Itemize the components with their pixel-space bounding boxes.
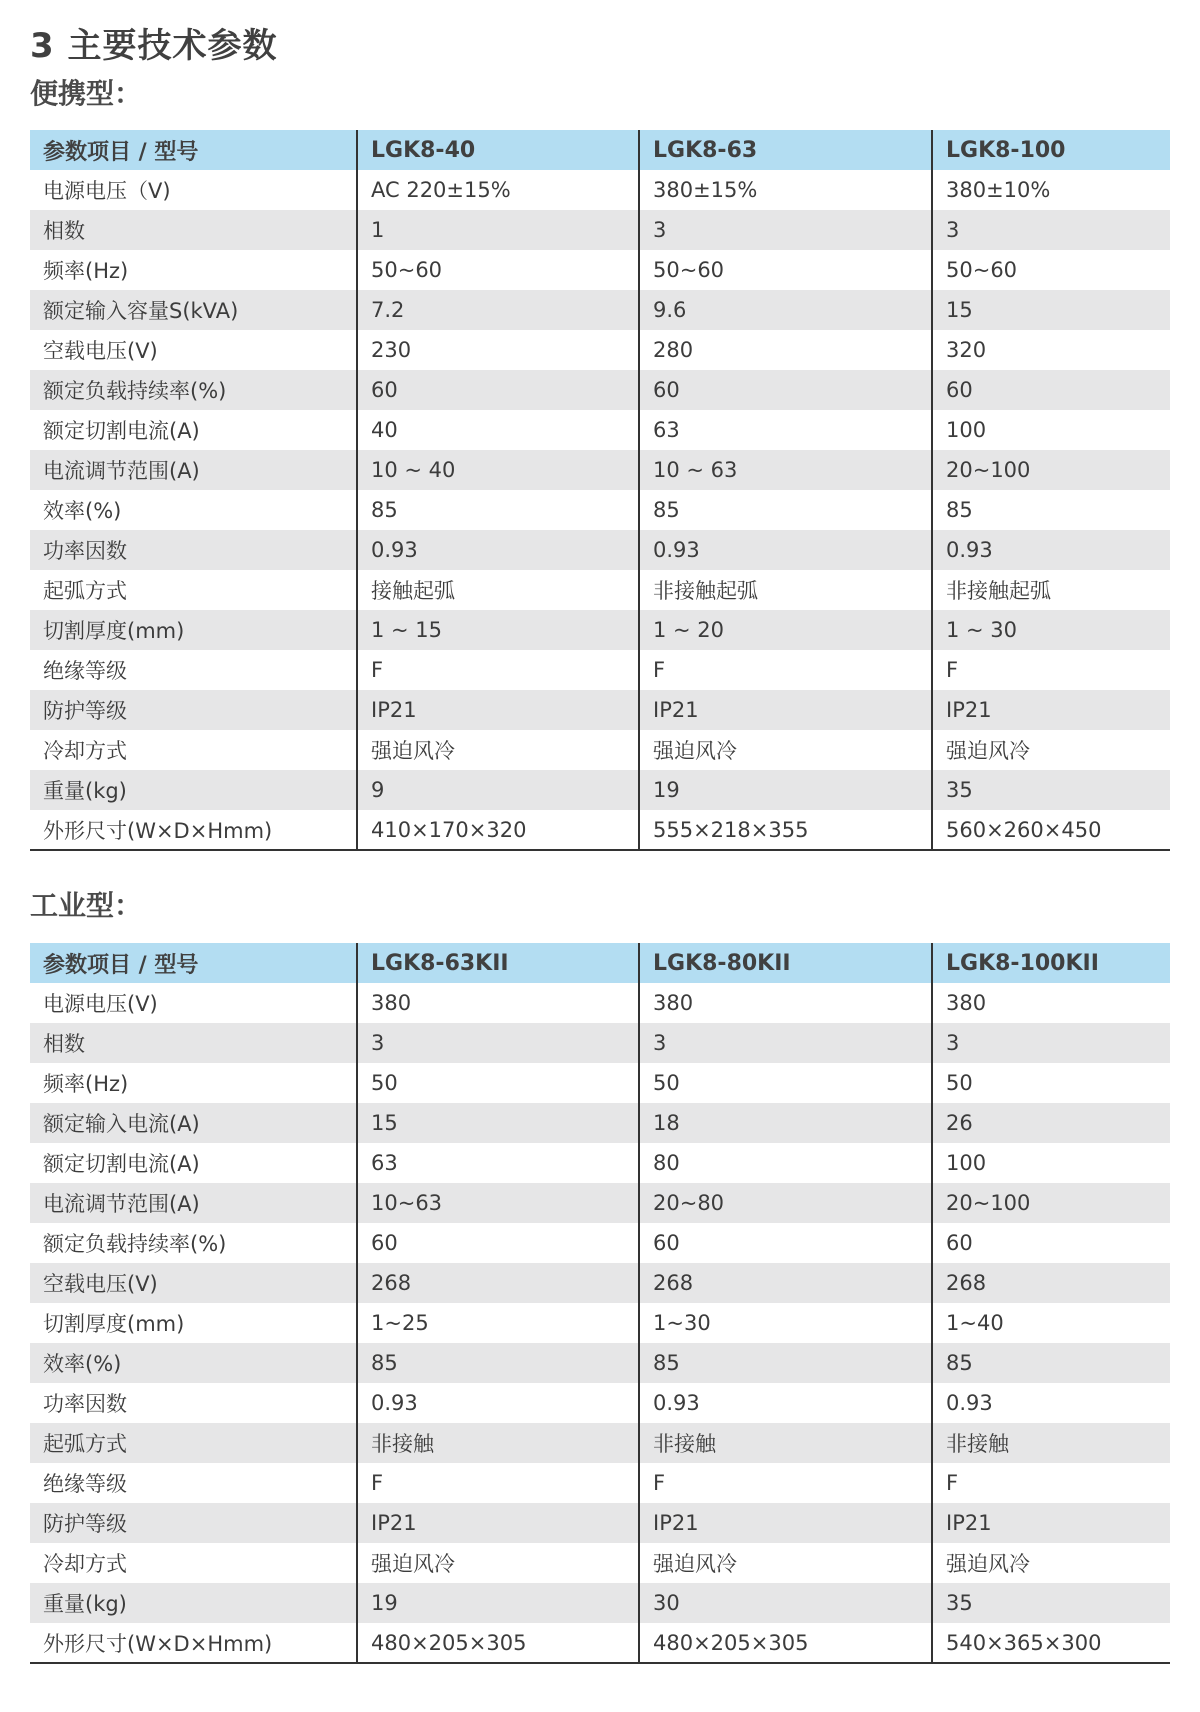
- table-row: [30, 570, 1170, 610]
- value-cell: 强迫风冷: [357, 1543, 639, 1583]
- table-row: [30, 730, 1170, 770]
- value-cell: 480×205×305: [639, 1623, 932, 1663]
- value-cell: 380±10%: [932, 170, 1170, 210]
- table-row: [30, 490, 1170, 530]
- value-cell: 268: [639, 1263, 932, 1303]
- value-cell: 320: [932, 330, 1170, 370]
- page-title: 3 主要技术参数: [30, 26, 278, 66]
- param-label-cell: 相数: [30, 210, 357, 250]
- value-cell: 50: [932, 1063, 1170, 1103]
- param-label-cell: 起弧方式: [30, 570, 357, 610]
- param-label-cell: 防护等级: [30, 1503, 357, 1543]
- header-model-name: LGK8-63KII: [357, 943, 639, 983]
- param-label-cell: 效率(%): [30, 490, 357, 530]
- table-row: [30, 370, 1170, 410]
- param-label-cell: 功率因数: [30, 530, 357, 570]
- value-cell: 268: [932, 1263, 1170, 1303]
- value-cell: 0.93: [357, 1383, 639, 1423]
- value-cell: 63: [639, 410, 932, 450]
- header-model-name: LGK8-100KII: [932, 943, 1170, 983]
- table-row: [30, 410, 1170, 450]
- table-row: [30, 210, 1170, 250]
- value-cell: 60: [357, 370, 639, 410]
- value-cell: 1: [357, 210, 639, 250]
- value-cell: 强迫风冷: [932, 1543, 1170, 1583]
- param-label-cell: 绝缘等级: [30, 1463, 357, 1503]
- value-cell: 230: [357, 330, 639, 370]
- value-cell: 20~100: [932, 1183, 1170, 1223]
- table-row: [30, 1503, 1170, 1543]
- value-cell: 0.93: [357, 530, 639, 570]
- header-model-name: LGK8-63: [639, 130, 932, 170]
- value-cell: IP21: [932, 690, 1170, 730]
- value-cell: 60: [932, 370, 1170, 410]
- header-model-name: LGK8-40: [357, 130, 639, 170]
- param-label-cell: 冷却方式: [30, 1543, 357, 1583]
- table-row: [30, 610, 1170, 650]
- value-cell: 非接触起弧: [932, 570, 1170, 610]
- value-cell: 19: [639, 770, 932, 810]
- table-row: [30, 1343, 1170, 1383]
- value-cell: 410×170×320: [357, 810, 639, 850]
- value-cell: 0.93: [932, 1383, 1170, 1423]
- param-label-cell: 外形尺寸(W×D×Hmm): [30, 1623, 357, 1663]
- table-row: [30, 1183, 1170, 1223]
- param-label-cell: 额定负载持续率(%): [30, 370, 357, 410]
- param-label-cell: 切割厚度(mm): [30, 610, 357, 650]
- value-cell: 85: [639, 1343, 932, 1383]
- value-cell: 3: [932, 1023, 1170, 1063]
- value-cell: 60: [639, 1223, 932, 1263]
- value-cell: 强迫风冷: [639, 1543, 932, 1583]
- table-row: [30, 450, 1170, 490]
- value-cell: IP21: [357, 690, 639, 730]
- table-row: [30, 1423, 1170, 1463]
- value-cell: 380±15%: [639, 170, 932, 210]
- value-cell: 100: [932, 410, 1170, 450]
- value-cell: 1~40: [932, 1303, 1170, 1343]
- value-cell: 0.93: [639, 530, 932, 570]
- value-cell: 63: [357, 1143, 639, 1183]
- value-cell: 10 ~ 40: [357, 450, 639, 490]
- value-cell: 100: [932, 1143, 1170, 1183]
- value-cell: 26: [932, 1103, 1170, 1143]
- value-cell: AC 220±15%: [357, 170, 639, 210]
- param-label-cell: 频率(Hz): [30, 250, 357, 290]
- header-model-name: LGK8-80KII: [639, 943, 932, 983]
- value-cell: 50~60: [932, 250, 1170, 290]
- table-row: [30, 290, 1170, 330]
- value-cell: 85: [357, 1343, 639, 1383]
- value-cell: 35: [932, 1583, 1170, 1623]
- param-label-cell: 重量(kg): [30, 770, 357, 810]
- value-cell: 40: [357, 410, 639, 450]
- value-cell: 60: [357, 1223, 639, 1263]
- value-cell: 10 ~ 63: [639, 450, 932, 490]
- param-label-cell: 效率(%): [30, 1343, 357, 1383]
- value-cell: 380: [357, 983, 639, 1023]
- header-param-label: 参数项目 / 型号: [30, 943, 357, 983]
- value-cell: F: [932, 1463, 1170, 1503]
- value-cell: 强迫风冷: [932, 730, 1170, 770]
- value-cell: 35: [932, 770, 1170, 810]
- param-label-cell: 电流调节范围(A): [30, 450, 357, 490]
- table-header-row: [30, 943, 1170, 983]
- value-cell: 50: [639, 1063, 932, 1103]
- value-cell: 0.93: [932, 530, 1170, 570]
- value-cell: 60: [932, 1223, 1170, 1263]
- value-cell: 强迫风冷: [639, 730, 932, 770]
- value-cell: 9: [357, 770, 639, 810]
- value-cell: 85: [932, 490, 1170, 530]
- value-cell: 15: [932, 290, 1170, 330]
- param-label-cell: 功率因数: [30, 1383, 357, 1423]
- value-cell: 1 ~ 15: [357, 610, 639, 650]
- table-row: [30, 1263, 1170, 1303]
- value-cell: 480×205×305: [357, 1623, 639, 1663]
- table-row: [30, 1223, 1170, 1263]
- table-row: [30, 1383, 1170, 1423]
- table-row: [30, 1583, 1170, 1623]
- header-param-label: 参数项目 / 型号: [30, 130, 357, 170]
- table-row: [30, 330, 1170, 370]
- table-row: [30, 1143, 1170, 1183]
- value-cell: 非接触: [932, 1423, 1170, 1463]
- param-label-cell: 重量(kg): [30, 1583, 357, 1623]
- value-cell: 85: [932, 1343, 1170, 1383]
- param-label-cell: 电源电压（V): [30, 170, 357, 210]
- table-row: [30, 530, 1170, 570]
- value-cell: 50~60: [639, 250, 932, 290]
- param-label-cell: 切割厚度(mm): [30, 1303, 357, 1343]
- value-cell: 80: [639, 1143, 932, 1183]
- value-cell: 强迫风冷: [357, 730, 639, 770]
- value-cell: 非接触: [357, 1423, 639, 1463]
- table-row: [30, 983, 1170, 1023]
- value-cell: 3: [932, 210, 1170, 250]
- table-row: [30, 1543, 1170, 1583]
- value-cell: IP21: [639, 690, 932, 730]
- table-row: [30, 650, 1170, 690]
- table-row: [30, 250, 1170, 290]
- param-label-cell: 电流调节范围(A): [30, 1183, 357, 1223]
- value-cell: 268: [357, 1263, 639, 1303]
- value-cell: 10~63: [357, 1183, 639, 1223]
- value-cell: 1 ~ 20: [639, 610, 932, 650]
- value-cell: 30: [639, 1583, 932, 1623]
- param-label-cell: 频率(Hz): [30, 1063, 357, 1103]
- param-label-cell: 额定切割电流(A): [30, 1143, 357, 1183]
- param-label-cell: 冷却方式: [30, 730, 357, 770]
- param-label-cell: 电源电压(V): [30, 983, 357, 1023]
- portable-section-label: 便携型：: [30, 77, 143, 110]
- value-cell: 20~100: [932, 450, 1170, 490]
- table-row: [30, 1063, 1170, 1103]
- table-row: [30, 1303, 1170, 1343]
- value-cell: 20~80: [639, 1183, 932, 1223]
- param-label-cell: 外形尺寸(W×D×Hmm): [30, 810, 357, 850]
- table-row: [30, 1023, 1170, 1063]
- value-cell: F: [932, 650, 1170, 690]
- value-cell: 0.93: [639, 1383, 932, 1423]
- value-cell: 15: [357, 1103, 639, 1143]
- table-row: [30, 170, 1170, 210]
- value-cell: 7.2: [357, 290, 639, 330]
- value-cell: 9.6: [639, 290, 932, 330]
- param-label-cell: 额定负载持续率(%): [30, 1223, 357, 1263]
- value-cell: F: [357, 650, 639, 690]
- header-model-name: LGK8-100: [932, 130, 1170, 170]
- value-cell: 1~30: [639, 1303, 932, 1343]
- value-cell: 非接触: [639, 1423, 932, 1463]
- industrial-section-label: 工业型：: [30, 889, 143, 922]
- value-cell: 555×218×355: [639, 810, 932, 850]
- value-cell: F: [357, 1463, 639, 1503]
- value-cell: 85: [357, 490, 639, 530]
- value-cell: IP21: [932, 1503, 1170, 1543]
- value-cell: 540×365×300: [932, 1623, 1170, 1663]
- table-row: [30, 1623, 1170, 1663]
- param-label-cell: 起弧方式: [30, 1423, 357, 1463]
- param-label-cell: 空载电压(V): [30, 330, 357, 370]
- param-label-cell: 额定切割电流(A): [30, 410, 357, 450]
- value-cell: F: [639, 1463, 932, 1503]
- industrial-spec-table: [30, 943, 1170, 1664]
- value-cell: 380: [639, 983, 932, 1023]
- param-label-cell: 防护等级: [30, 690, 357, 730]
- value-cell: IP21: [357, 1503, 639, 1543]
- value-cell: 1 ~ 30: [932, 610, 1170, 650]
- value-cell: 560×260×450: [932, 810, 1170, 850]
- table-row: [30, 690, 1170, 730]
- param-label-cell: 空载电压(V): [30, 1263, 357, 1303]
- value-cell: 3: [639, 210, 932, 250]
- param-label-cell: 额定输入电流(A): [30, 1103, 357, 1143]
- value-cell: 50~60: [357, 250, 639, 290]
- value-cell: 85: [639, 490, 932, 530]
- param-label-cell: 相数: [30, 1023, 357, 1063]
- table-row: [30, 770, 1170, 810]
- portable-spec-table: [30, 130, 1170, 851]
- value-cell: 60: [639, 370, 932, 410]
- value-cell: 380: [932, 983, 1170, 1023]
- value-cell: 3: [357, 1023, 639, 1063]
- value-cell: 19: [357, 1583, 639, 1623]
- value-cell: 18: [639, 1103, 932, 1143]
- value-cell: 280: [639, 330, 932, 370]
- param-label-cell: 绝缘等级: [30, 650, 357, 690]
- value-cell: F: [639, 650, 932, 690]
- value-cell: 50: [357, 1063, 639, 1103]
- table-row: [30, 810, 1170, 850]
- value-cell: 接触起弧: [357, 570, 639, 610]
- table-header-row: [30, 130, 1170, 170]
- table-row: [30, 1103, 1170, 1143]
- value-cell: 非接触起弧: [639, 570, 932, 610]
- table-row: [30, 1463, 1170, 1503]
- value-cell: 3: [639, 1023, 932, 1063]
- value-cell: IP21: [639, 1503, 932, 1543]
- param-label-cell: 额定输入容量S(kVA): [30, 290, 357, 330]
- value-cell: 1~25: [357, 1303, 639, 1343]
